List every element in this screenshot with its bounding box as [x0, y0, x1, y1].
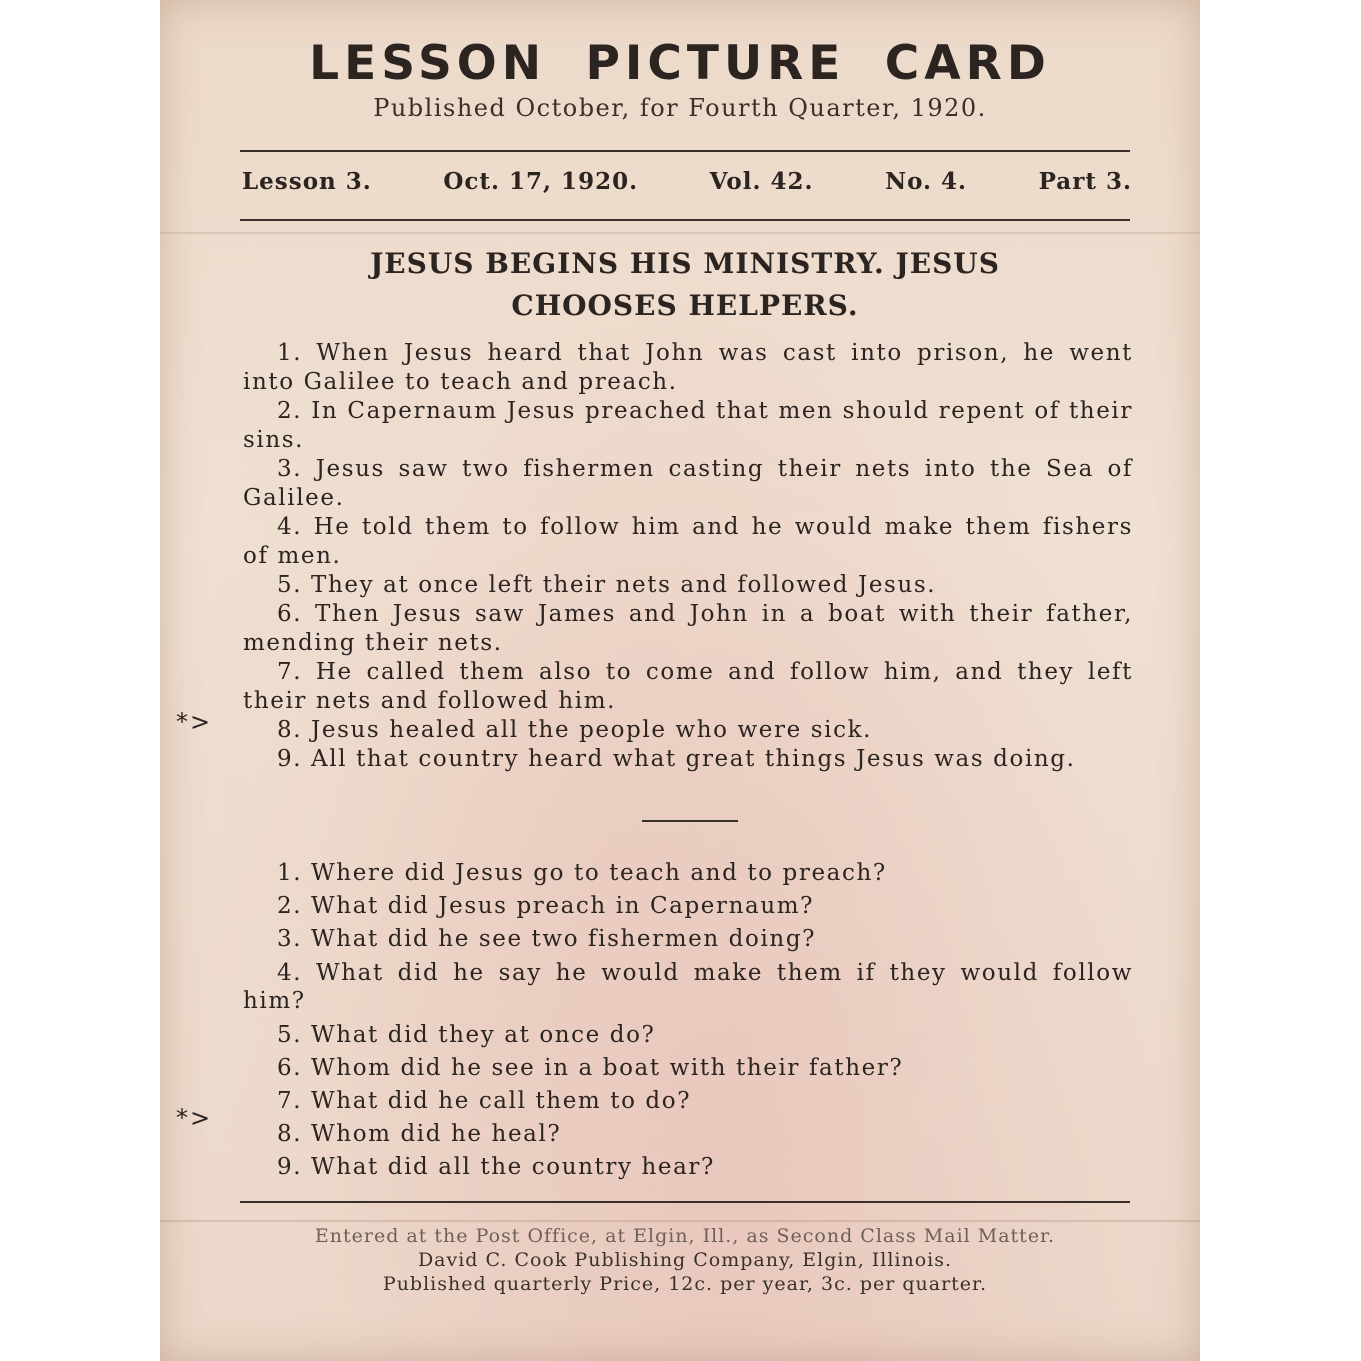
- lesson-date: Oct. 17, 1920.: [443, 168, 639, 195]
- publisher-footer: [240, 1224, 1130, 1296]
- volume: Vol. 42.: [709, 168, 814, 195]
- question-item: 1. Where did Jesus go to teach and to preach?: [277, 860, 887, 886]
- card-title: LESSON PICTURE CARD: [309, 36, 1051, 91]
- question-item: 3. What did he see two fishermen doing?: [277, 926, 817, 952]
- question-item: 4. What did he say he would make them if they would follow him?: [243, 960, 1133, 1014]
- question-item: 2. What did Jesus preach in Capernaum?: [277, 893, 815, 919]
- crease-line: [160, 232, 1200, 234]
- story-paragraph: 1. When Jesus heard that John was cast into prison, he went into Galilee to teach and preach.: [243, 340, 1133, 395]
- lesson-title-line1: JESUS BEGINS HIS MINISTRY. JESUS: [370, 247, 1000, 280]
- story-paragraph: 2. In Capernaum Jesus preached that men should repent of their sins.: [243, 398, 1133, 453]
- story-paragraph: 7. He called them also to come and follow him, and they left their nets and followed him.: [243, 659, 1133, 714]
- question-item: 5. What did they at once do?: [277, 1022, 656, 1048]
- story-paragraph: 5. They at once left their nets and followed Jesus.: [277, 572, 937, 598]
- question-item: 6. Whom did he see in a boat with their father?: [277, 1055, 904, 1081]
- lesson-number: Lesson 3.: [242, 168, 372, 195]
- story-paragraph: 3. Jesus saw two fishermen casting their nets into the Sea of Galilee.: [243, 456, 1133, 511]
- story-paragraph: 6. Then Jesus saw James and John in a boat with their father, mending their nets.: [243, 601, 1133, 656]
- issue-info-row: [242, 168, 1132, 195]
- story-section: [243, 339, 1133, 774]
- lesson-title-line2: CHOOSES HELPERS.: [511, 289, 859, 322]
- section-divider: [642, 820, 738, 822]
- story-paragraph: 8. Jesus healed all the people who were sick.: [277, 717, 873, 743]
- story-paragraph: 4. He told them to follow him and he would make them fishers of men.: [243, 514, 1133, 569]
- handwritten-star-arrow-mark: *>: [176, 1104, 213, 1132]
- card-subtitle: Published October, for Fourth Quarter, 1920.: [373, 94, 987, 122]
- lesson-card: [160, 0, 1200, 1361]
- story-paragraph: 9. All that country heard what great things Jesus was doing.: [277, 746, 1076, 772]
- part-number: Part 3.: [1038, 168, 1132, 195]
- question-item: 7. What did he call them to do?: [277, 1088, 692, 1114]
- mail-notice: Entered at the Post Office, at Elgin, Ill., as Second Class Mail Matter.: [314, 1225, 1056, 1247]
- question-item: 9. What did all the country hear?: [277, 1154, 715, 1180]
- top-rule: [240, 150, 1130, 152]
- issue-number: No. 4.: [885, 168, 968, 195]
- crease-line: [160, 1220, 1200, 1222]
- info-rule: [240, 219, 1130, 221]
- price-line: Published quarterly Price, 12c. per year, 3c. per quarter.: [382, 1273, 988, 1295]
- publisher-name: David C. Cook Publishing Company, Elgin, Illinois.: [417, 1249, 953, 1271]
- handwritten-star-arrow-mark: *>: [176, 708, 213, 736]
- question-item: 8. Whom did he heal?: [277, 1121, 562, 1147]
- questions-section: [243, 857, 1133, 1184]
- lesson-title: [240, 243, 1130, 327]
- footer-rule: [240, 1201, 1130, 1203]
